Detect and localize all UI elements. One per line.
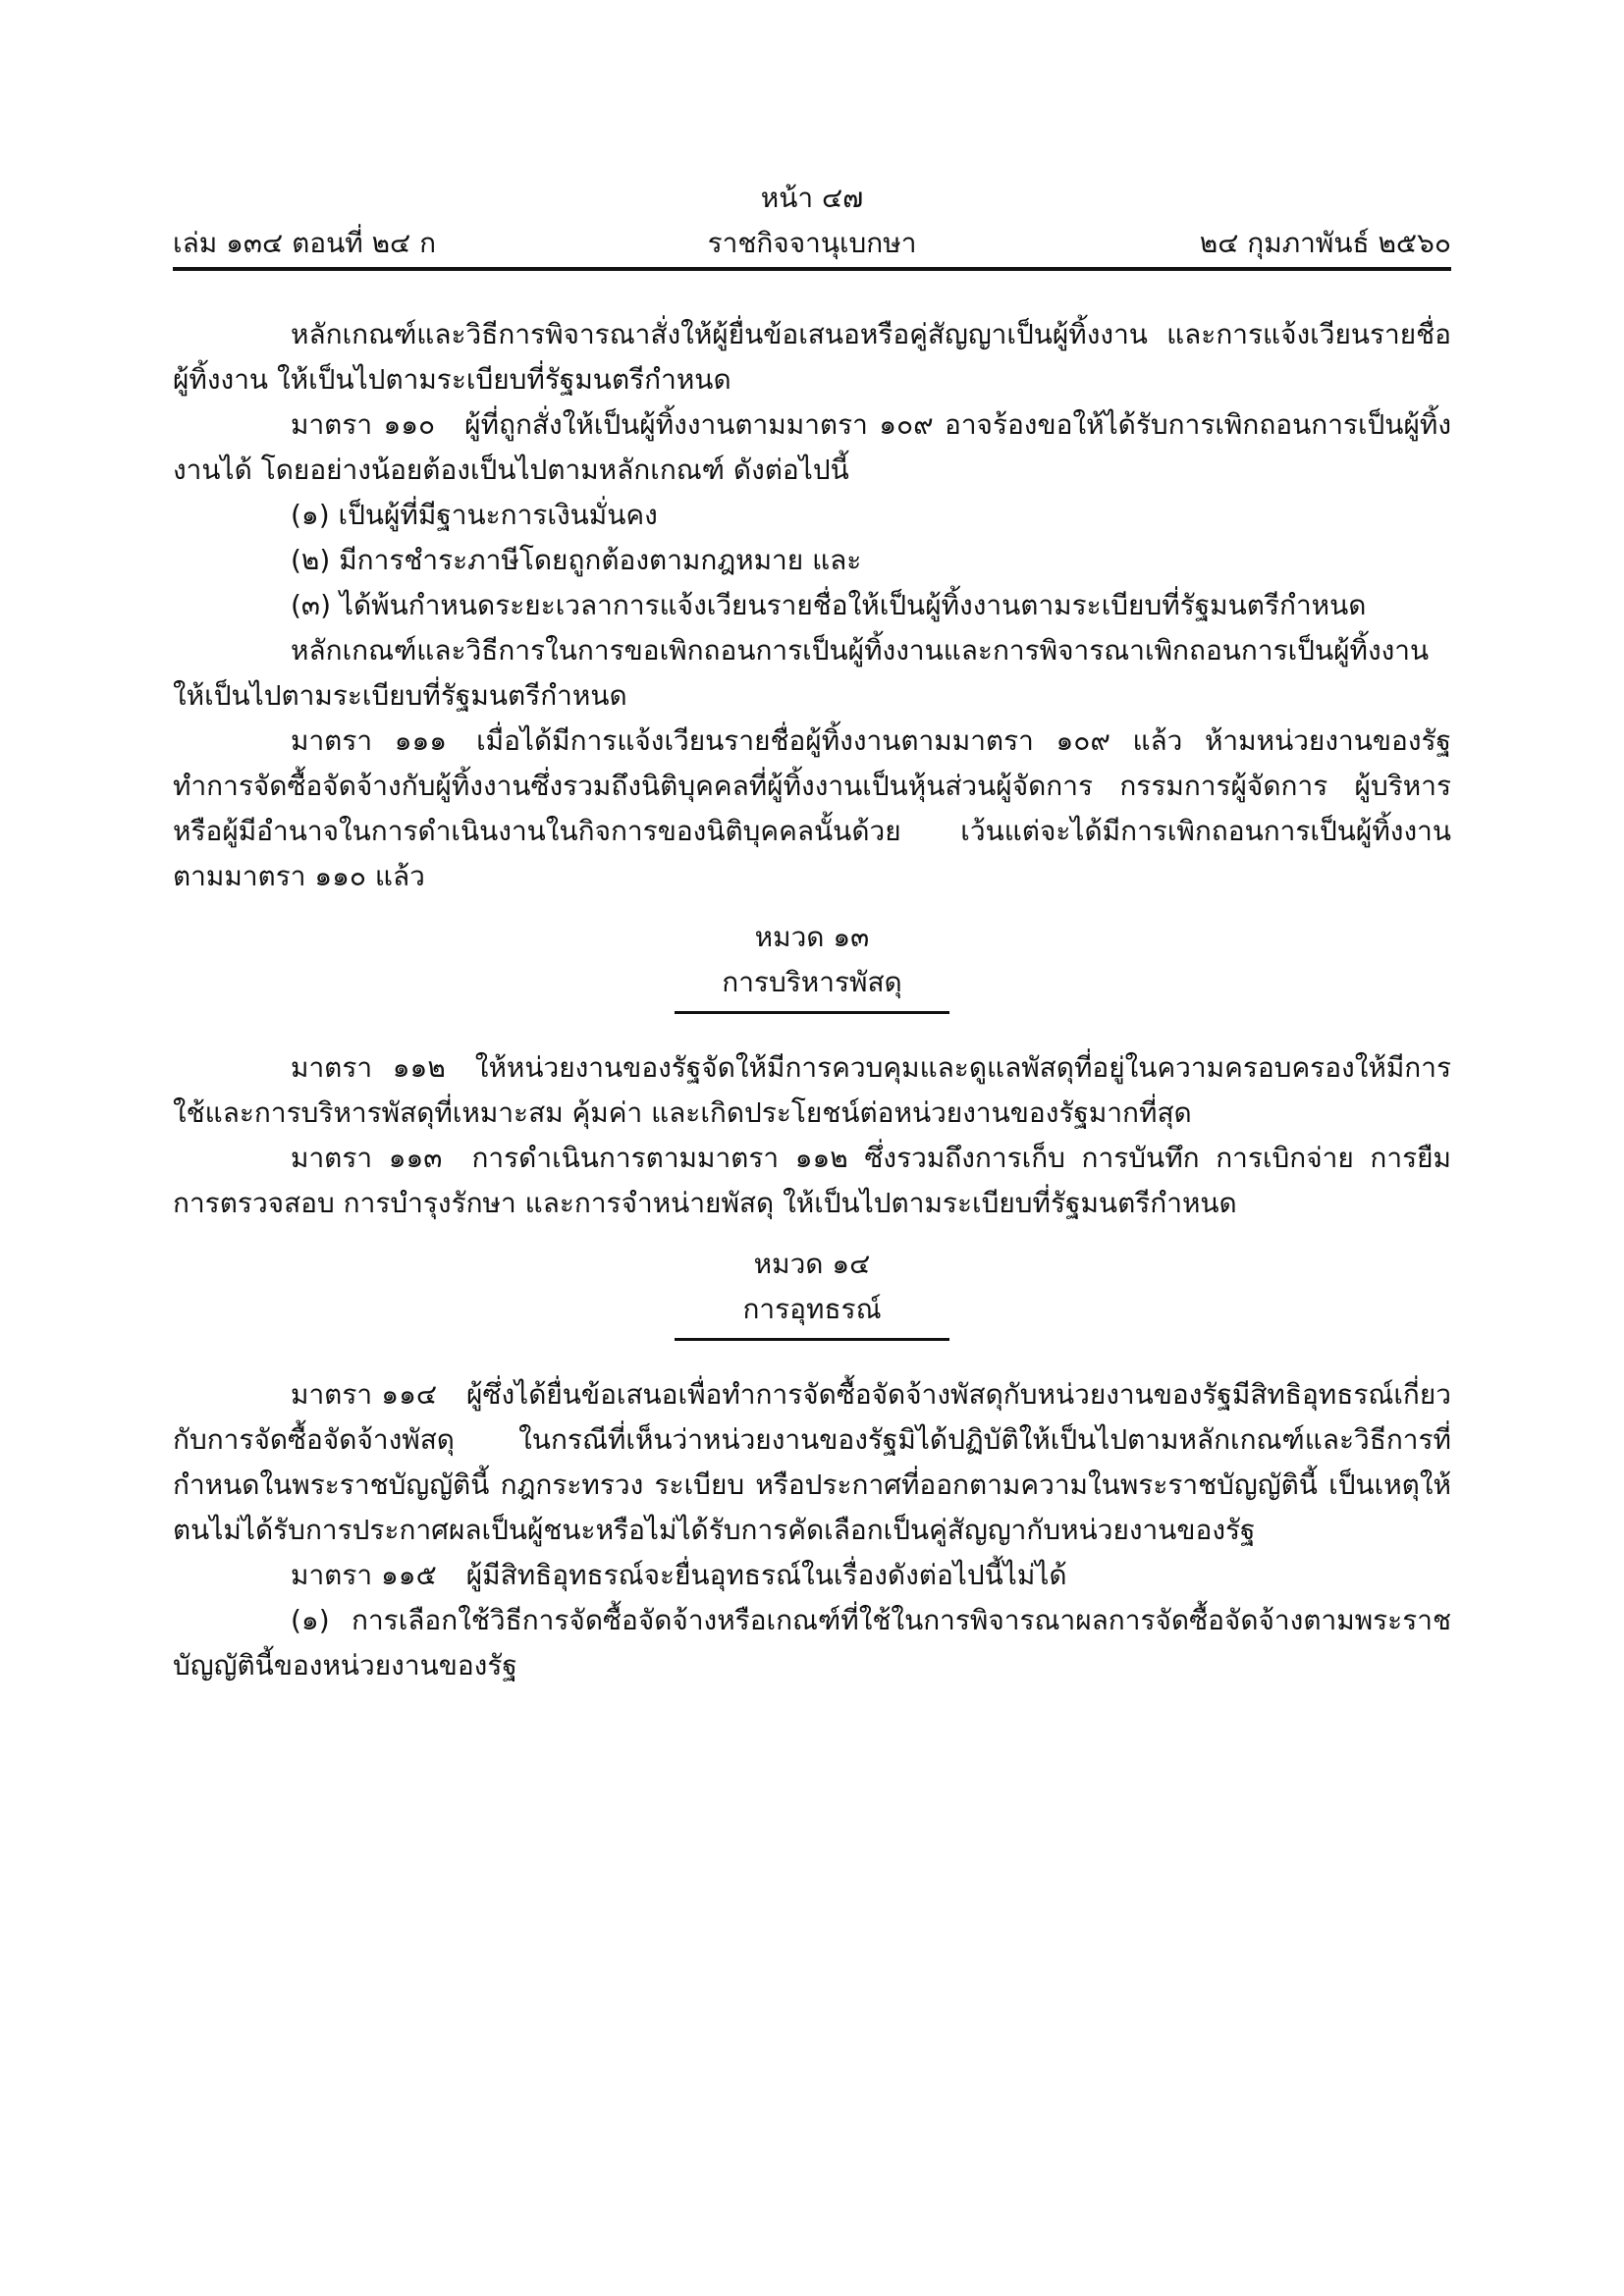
section-label: มาตรา ๑๑๔ bbox=[291, 1378, 438, 1411]
section-text: เมื่อได้มีการแจ้งเวียนรายชื่อผู้ทิ้งงานตามมาตรา ๑๐๙ แล้ว ห้ามหน่วยงานของรัฐทำการจัดซื้อจัดจ้างกับผู้ทิ้งงานซึ่งรวมถึงนิติบุคคลที่ผู้ทิ้งงานเป็นหุ้นส่วนผู้จัดการ กรรมการผู้จัดการ ผู้บริหาร หรือผู้มีอำนาจในการดำเนินงานในกิจการของนิติบุคคลนั้นด้วย เว้นแต่จะได้มีการเพิกถอนการเป็นผู้ทิ้งงานตามมาตรา ๑๑๐ แล้ว bbox=[173, 724, 1451, 892]
chapter-divider bbox=[675, 1011, 949, 1014]
section-text: ผู้มีสิทธิอุทธรณ์จะยื่นอุทธรณ์ในเรื่องดังต่อไปนี้ไม่ได้ bbox=[465, 1559, 1067, 1591]
volume-issue: เล่ม ๑๓๔ ตอนที่ ๒๔ ก bbox=[173, 227, 437, 259]
section-115 bbox=[173, 1553, 1451, 1598]
document-body bbox=[173, 312, 1451, 1688]
section-114 bbox=[173, 1372, 1451, 1553]
section-text: การดำเนินการตามมาตรา ๑๑๒ ซึ่งรวมถึงการเก็บ การบันทึก การเบิกจ่าย การยืม การตรวจสอบ การบำรุงรักษา และการจำหน่ายพัสดุ ให้เป็นไปตามระเบียบที่รัฐมนตรีกำหนด bbox=[173, 1142, 1451, 1219]
section-label: มาตรา ๑๑๕ bbox=[291, 1559, 437, 1591]
section-text: ผู้ที่ถูกสั่งให้เป็นผู้ทิ้งงานตามมาตรา ๑๐๙ อาจร้องขอให้ได้รับการเพิกถอนการเป็นผู้ทิ้งงานได้ โดยอย่างน้อยต้องเป็นไปตามหลักเกณฑ์ ดังต่อไปนี้ bbox=[173, 408, 1451, 486]
list-item: (๓) ได้พ้นกำหนดระยะเวลาการแจ้งเวียนรายชื่อให้เป็นผู้ทิ้งงานตามระเบียบที่รัฐมนตรีกำหนด bbox=[291, 589, 1367, 621]
paragraph: หลักเกณฑ์และวิธีการในการขอเพิกถอนการเป็นผู้ทิ้งงานและการพิจารณาเพิกถอนการเป็นผู้ทิ้งงานให้เป็นไปตามระเบียบที่รัฐมนตรีกำหนด bbox=[173, 634, 1430, 712]
list-item: (๑) การเลือกใช้วิธีการจัดซื้อจัดจ้างหรือเกณฑ์ที่ใช้ในการพิจารณาผลการจัดซื้อจัดจ้างตามพระราชบัญญัตินี้ของหน่วยงานของรัฐ bbox=[173, 1604, 1451, 1682]
section-label: มาตรา ๑๑๒ bbox=[291, 1051, 446, 1084]
chapter-divider bbox=[675, 1338, 949, 1341]
chapter-13-heading bbox=[173, 915, 1451, 1014]
section-113 bbox=[173, 1136, 1451, 1226]
chapter-number: หมวด ๑๓ bbox=[754, 921, 870, 953]
publication-date: ๒๔ กุมภาพันธ์ ๒๕๖๐ bbox=[1199, 227, 1451, 259]
list-item: (๒) มีการชำระภาษีโดยถูกต้องตามกฎหมาย และ bbox=[291, 544, 862, 576]
chapter-title: การอุทธรณ์ bbox=[742, 1293, 882, 1325]
publication-title: ราชกิจจานุเบกษา bbox=[707, 227, 917, 259]
section-text: ให้หน่วยงานของรัฐจัดให้มีการควบคุมและดูแลพัสดุที่อยู่ในความครอบครองให้มีการใช้และการบริหารพัสดุที่เหมาะสม คุ้มค่า และเกิดประโยชน์ต่อหน่วยงานของรัฐมากที่สุด bbox=[173, 1051, 1451, 1129]
chapter-number: หมวด ๑๔ bbox=[753, 1248, 871, 1280]
section-label: มาตรา ๑๑๑ bbox=[291, 724, 448, 757]
header-divider bbox=[173, 267, 1451, 271]
section-label: มาตรา ๑๑๓ bbox=[291, 1142, 443, 1174]
section-110 bbox=[173, 402, 1451, 493]
list-item: (๑) เป็นผู้ที่มีฐานะการเงินมั่นคง bbox=[291, 499, 658, 531]
page-number: หน้า ๔๗ bbox=[760, 182, 864, 214]
gazette-header bbox=[173, 222, 1451, 261]
chapter-14-heading bbox=[173, 1242, 1451, 1341]
section-111 bbox=[173, 719, 1451, 899]
section-text: ผู้ซึ่งได้ยื่นข้อเสนอเพื่อทำการจัดซื้อจัดจ้างพัสดุกับหน่วยงานของรัฐมีสิทธิอุทธรณ์เกี่ยวกับการจัดซื้อจัดจ้างพัสดุ ในกรณีที่เห็นว่าหน่วยงานของรัฐมิได้ปฏิบัติให้เป็นไปตามหลักเกณฑ์และวิธีการที่กำหนดในพระราชบัญญัตินี้ กฎกระทรวง ระเบียบ หรือประกาศที่ออกตามความในพระราชบัญญัตินี้ เป็นเหตุให้ตนไม่ได้รับการประกาศผลเป็นผู้ชนะหรือไม่ได้รับการคัดเลือกเป็นคู่สัญญากับหน่วยงานของรัฐ bbox=[173, 1378, 1451, 1546]
section-label: มาตรา ๑๑๐ bbox=[291, 408, 436, 441]
section-112 bbox=[173, 1045, 1451, 1136]
paragraph: หลักเกณฑ์และวิธีการพิจารณาสั่งให้ผู้ยื่นข้อเสนอหรือคู่สัญญาเป็นผู้ทิ้งงาน และการแจ้งเวียนรายชื่อผู้ทิ้งงาน ให้เป็นไปตามระเบียบที่รัฐมนตรีกำหนด bbox=[173, 318, 1451, 396]
chapter-title: การบริหารพัสดุ bbox=[722, 966, 902, 998]
